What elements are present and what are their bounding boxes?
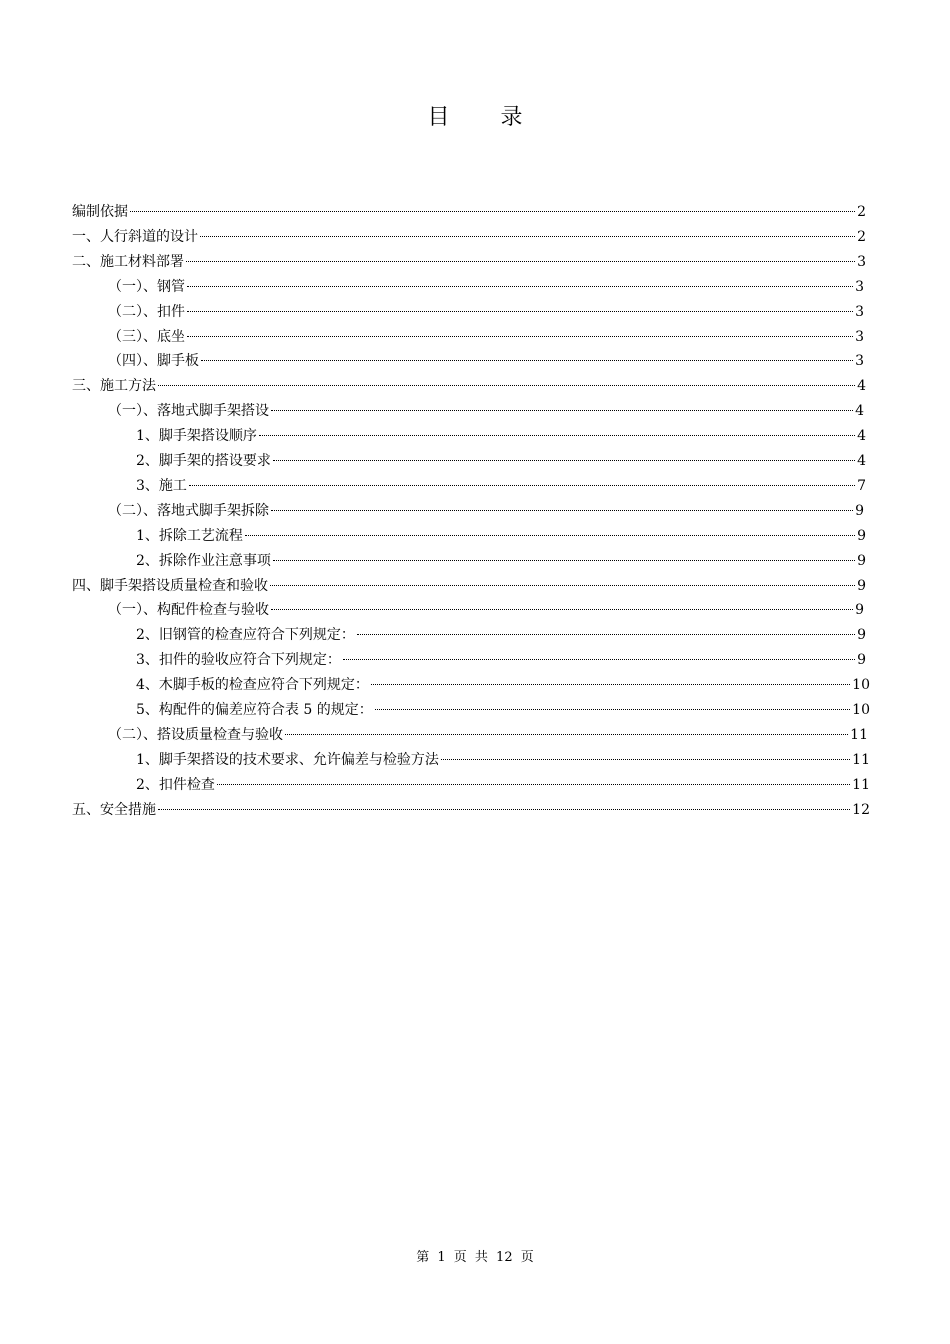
toc-entry-label: 五、安全措施 [72, 802, 156, 818]
toc-entry-label: （三）、底坐 [108, 329, 185, 345]
toc-entry-label: 5、构配件的偏差应符合表 5 的规定： [136, 702, 373, 718]
toc-entry-label: 2、脚手架的搭设要求 [136, 453, 271, 469]
toc-entry-page-number: 4 [857, 378, 866, 394]
toc-dot-leader [271, 609, 853, 610]
toc-entry[interactable] [72, 200, 866, 225]
toc-dot-leader [441, 759, 850, 760]
toc-dot-leader [271, 510, 853, 511]
toc-entry-page-number: 2 [857, 229, 866, 245]
toc-entry-label: 四、脚手架搭设质量检查和验收 [72, 578, 268, 594]
toc-entry-page-number: 9 [855, 602, 864, 618]
toc-dot-leader [158, 385, 855, 386]
toc-entry-page-number: 4 [857, 453, 866, 469]
toc-entry[interactable] [72, 250, 866, 275]
toc-entry-label: （二）、落地式脚手架拆除 [108, 503, 269, 519]
toc-dot-leader [273, 560, 855, 561]
toc-dot-leader [217, 784, 850, 785]
toc-dot-leader [130, 211, 855, 212]
toc-entry-page-number: 3 [855, 279, 864, 295]
page-footer: 第 1 页 共 12 页 [416, 1250, 534, 1265]
toc-entry-label: 1、拆除工艺流程 [136, 528, 243, 544]
toc-entry-label: （四）、脚手板 [108, 353, 199, 369]
toc-entry-label: 三、施工方法 [72, 378, 156, 394]
toc-entry-label: 编制依据 [72, 204, 128, 220]
toc-dot-leader [186, 261, 855, 262]
toc-dot-leader [200, 236, 855, 237]
toc-entry-page-number: 3 [857, 254, 866, 270]
toc-entry-page-number: 3 [855, 304, 864, 320]
toc-dot-leader [187, 336, 853, 337]
toc-entry-label: 一、人行斜道的设计 [72, 229, 198, 245]
toc-entry-page-number: 2 [857, 204, 866, 220]
toc-entry[interactable] [72, 374, 866, 399]
toc-entry-page-number: 9 [857, 553, 866, 569]
toc-entry[interactable] [136, 449, 866, 474]
toc-entry-label: （一）、落地式脚手架搭设 [108, 403, 269, 419]
toc-entry-label: 2、扣件检查 [136, 777, 215, 793]
toc-entry[interactable] [72, 798, 870, 823]
toc-entry[interactable] [72, 574, 866, 599]
toc-entry[interactable] [136, 673, 870, 698]
toc-dot-leader [158, 809, 850, 810]
toc-entry[interactable] [136, 424, 866, 449]
toc-entry-label: （一）、构配件检查与验收 [108, 602, 269, 618]
toc-entry-label: （二）、搭设质量检查与验收 [108, 727, 283, 743]
toc-dot-leader [357, 634, 855, 635]
toc-entry-label: 2、旧钢管的检查应符合下列规定： [136, 627, 355, 643]
toc-entry[interactable] [108, 598, 864, 623]
toc-entry[interactable] [136, 648, 866, 673]
toc-entry[interactable] [136, 524, 866, 549]
toc-dot-leader [285, 734, 848, 735]
toc-entry[interactable] [108, 325, 864, 350]
toc-entry[interactable] [72, 225, 866, 250]
toc-entry-page-number: 4 [857, 428, 866, 444]
toc-entry-label: 2、拆除作业注意事项 [136, 553, 271, 569]
toc-dot-leader [259, 435, 855, 436]
toc-entry-page-number: 12 [852, 802, 870, 818]
toc-dot-leader [201, 360, 853, 361]
toc-entry[interactable] [108, 300, 864, 325]
toc-entry-label: 3、施工 [136, 478, 187, 494]
toc-entry-page-number: 9 [857, 627, 866, 643]
toc-entry[interactable] [108, 349, 864, 374]
toc-entry-page-number: 3 [855, 329, 864, 345]
toc-entry[interactable] [136, 698, 870, 723]
toc-entry[interactable] [108, 275, 864, 300]
toc-title: 目 录 [427, 105, 545, 130]
toc-dot-leader [189, 485, 855, 486]
toc-entry-page-number: 11 [852, 777, 870, 793]
toc-dot-leader [375, 709, 850, 710]
toc-entry[interactable] [136, 549, 866, 574]
toc-entry-label: 1、脚手架搭设顺序 [136, 428, 257, 444]
toc-entry[interactable] [136, 623, 866, 648]
toc-dot-leader [187, 311, 853, 312]
toc-entry-page-number: 3 [855, 353, 864, 369]
toc-dot-leader [343, 659, 855, 660]
toc-entry[interactable] [136, 474, 866, 499]
toc-entry-page-number: 11 [850, 727, 868, 743]
toc-entry-page-number: 10 [852, 702, 870, 718]
toc-entry-label: （一）、钢管 [108, 279, 185, 295]
toc-entry-page-number: 9 [857, 578, 866, 594]
toc-entry-page-number: 10 [852, 677, 870, 693]
toc-entry-page-number: 9 [855, 503, 864, 519]
toc-entry[interactable] [136, 748, 870, 773]
toc-dot-leader [271, 410, 853, 411]
toc-dot-leader [245, 535, 855, 536]
toc-entry[interactable] [108, 499, 864, 524]
toc-entry-page-number: 9 [857, 528, 866, 544]
toc-entry-page-number: 7 [857, 478, 866, 494]
toc-entry-label: （二）、扣件 [108, 304, 185, 320]
toc-entry[interactable] [108, 399, 864, 424]
toc-entry-label: 1、脚手架搭设的技术要求、允许偏差与检验方法 [136, 752, 439, 768]
toc-entry[interactable] [108, 723, 868, 748]
toc-entry-label: 4、木脚手板的检查应符合下列规定： [136, 677, 369, 693]
toc-entry-page-number: 9 [857, 652, 866, 668]
toc-entry-label: 3、扣件的验收应符合下列规定： [136, 652, 341, 668]
toc-entry[interactable] [136, 773, 870, 798]
toc-entry-page-number: 4 [855, 403, 864, 419]
toc-dot-leader [273, 460, 855, 461]
toc-dot-leader [187, 286, 853, 287]
toc-dot-leader [371, 684, 850, 685]
toc-entry-label: 二、施工材料部署 [72, 254, 184, 270]
toc-dot-leader [270, 585, 855, 586]
toc-entry-page-number: 11 [852, 752, 870, 768]
